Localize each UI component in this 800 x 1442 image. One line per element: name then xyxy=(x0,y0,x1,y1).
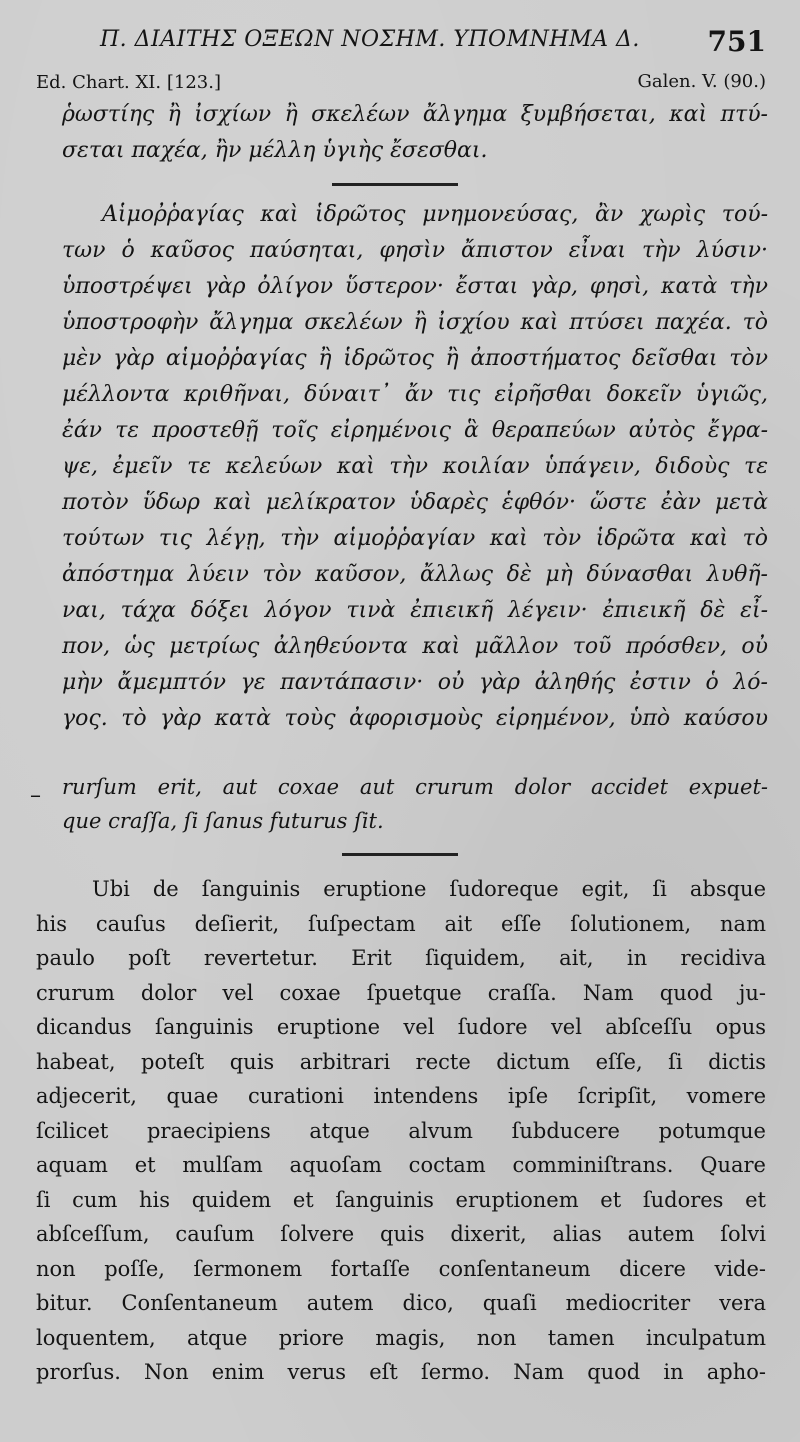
text-line: prorſus. Non enim verus eſt ſermo. Nam quod in apho- xyxy=(36,1360,766,1384)
text-line: ſcilicet praecipiens atque alvum ſubducere potumque xyxy=(36,1118,766,1143)
text-line: habeat, poteſt quis arbitrari recte dictum eſſe, ſi dictis xyxy=(36,1049,766,1074)
text-line: ψε, ἐμεῖν τε κελεύων καὶ τὴν κοιλίαν ὑπάγειν, διδοὺς τε xyxy=(62,454,768,479)
text-line: των ὁ καῦσος παύσηται, φησὶν ἄπιστον εἶναι τὴν λύσιν· xyxy=(62,238,768,263)
text-line: aquam et mulſam aquoſam coctam comminiſtrans. Quare xyxy=(36,1153,766,1177)
edition-reference-galen: Galen. V. (90.) xyxy=(637,71,766,92)
text-line: ῥωστίης ἢ ἰσχίων ἢ σκελέων ἄλγημα ξυμβήσεται, καὶ πτύ- xyxy=(62,102,768,127)
running-title: Π. ΔΙΑΙΤΗΣ ΟΞΕΩΝ ΝΟΣΗΜ. ΥΠΟΜΝΗΜΑ Δ. xyxy=(100,27,640,52)
text-line: ναι, τάχα δόξει λόγον τινὰ ἐπιεικῆ λέγειν· ἐπιεικῆ δὲ εἶ- xyxy=(62,598,768,623)
text-line: que craſſa, ſi ſanus futurus ſit. xyxy=(62,809,384,833)
text-line: ὑποστρέψει γὰρ ὀλίγον ὕστερον· ἔσται γὰρ, φησὶ, κατὰ τὴν xyxy=(62,274,768,299)
text-line: ἐάν τε προστεθῇ τοῖς εἰρημένοις ἃ θεραπεύων αὐτὸς ἔγρα- xyxy=(62,418,768,443)
text-line: loquentem, atque priore magis, non tamen inculpatum xyxy=(36,1325,766,1350)
text-line: σεται παχέα, ἢν μέλλη ὑγιὴς ἔσεσθαι. xyxy=(62,138,488,163)
text-line: dicandus ſanguinis eruptione vel ſudore vel abſceſſu opus xyxy=(36,1015,766,1039)
text-line: Αἱμοῤῥαγίας καὶ ἱδρῶτος μνημονεύσας, ἂν χωρὶς τού- xyxy=(102,202,768,227)
text-line: πον, ὡς μετρίως ἀληθεύοντα καὶ μᾶλλον τοῦ πρόσθεν, οὐ xyxy=(62,634,768,659)
text-line: abſceſſum, cauſum ſolvere quis dixerit, alias autem ſolvi xyxy=(36,1222,766,1246)
text-line: γος. τὸ γὰρ κατὰ τοὺς ἀφορισμοὺς εἰρημένον, ὑπὸ καύσου xyxy=(62,706,768,731)
text-line: paulo poſt revertetur. Erit ſiquidem, ait, in recidiva xyxy=(36,946,766,970)
text-line: τούτων τις λέγῃ, τὴν αἱμοῤῥαγίαν καὶ τὸν ἱδρῶτα καὶ τὸ xyxy=(62,526,768,551)
text-line: crurum dolor vel coxae ſpuetque craſſa. Nam quod ju- xyxy=(36,980,766,1005)
section-divider xyxy=(332,183,458,186)
text-line: μὴν ἄμεμπτόν γε παντάπασιν· οὐ γὰρ ἀληθής ἐστιν ὁ λό- xyxy=(62,670,768,695)
text-line: ὑποστροφὴν ἄλγημα σκελέων ἢ ἰσχίου καὶ πτύσει παχέα. τὸ xyxy=(62,310,768,335)
text-line: Ubi de ſanguinis eruptione ſudoreque egit, ſi absque xyxy=(92,877,766,901)
edition-reference-chartier: Ed. Chart. XI. [123.] xyxy=(36,72,221,93)
text-line: μέλλοντα κριθῆναι, δύναιτ᾽ ἄν τις εἰρῆσθαι δοκεῖν ὑγιῶς, xyxy=(62,382,768,407)
text-line: ποτὸν ὕδωρ καὶ μελίκρατον ὑδαρὲς ἑφθόν· ὥστε ἐὰν μετὰ xyxy=(62,490,768,515)
latin-commentary-text xyxy=(36,872,766,1390)
text-line: rurſum erit, aut coxae aut crurum dolor accidet expuet- xyxy=(62,775,768,799)
margin-mark: – xyxy=(30,783,41,808)
text-line: ſi cum his quidem et ſanguinis eruptionem et ſudores et xyxy=(36,1187,766,1212)
latin-aphorism-translation xyxy=(62,770,768,838)
page-number: 751 xyxy=(707,25,766,58)
text-line: μὲν γὰρ αἱμοῤῥαγίας ἢ ἱδρῶτος ἢ ἀποστήματος δεῖσθαι τὸν xyxy=(62,346,768,371)
text-line: ἀπόστημα λύειν τὸν καῦσον, ἄλλως δὲ μὴ δύνασθαι λυθῆ- xyxy=(62,562,768,587)
greek-commentary-text xyxy=(62,197,768,737)
greek-aphorism-text xyxy=(62,97,768,169)
section-divider xyxy=(342,853,458,856)
text-line: bitur. Conſentaneum autem dico, quaſi mediocriter vera xyxy=(36,1291,766,1315)
text-line: non poſſe, ſermonem fortaſſe conſentaneum dicere vide- xyxy=(36,1256,766,1281)
text-line: his cauſus deſierit, ſuſpectam ait eſſe ſolutionem, nam xyxy=(36,911,766,936)
text-line: adjecerit, quae curationi intendens ipſe ſcripſit, vomere xyxy=(36,1084,766,1108)
